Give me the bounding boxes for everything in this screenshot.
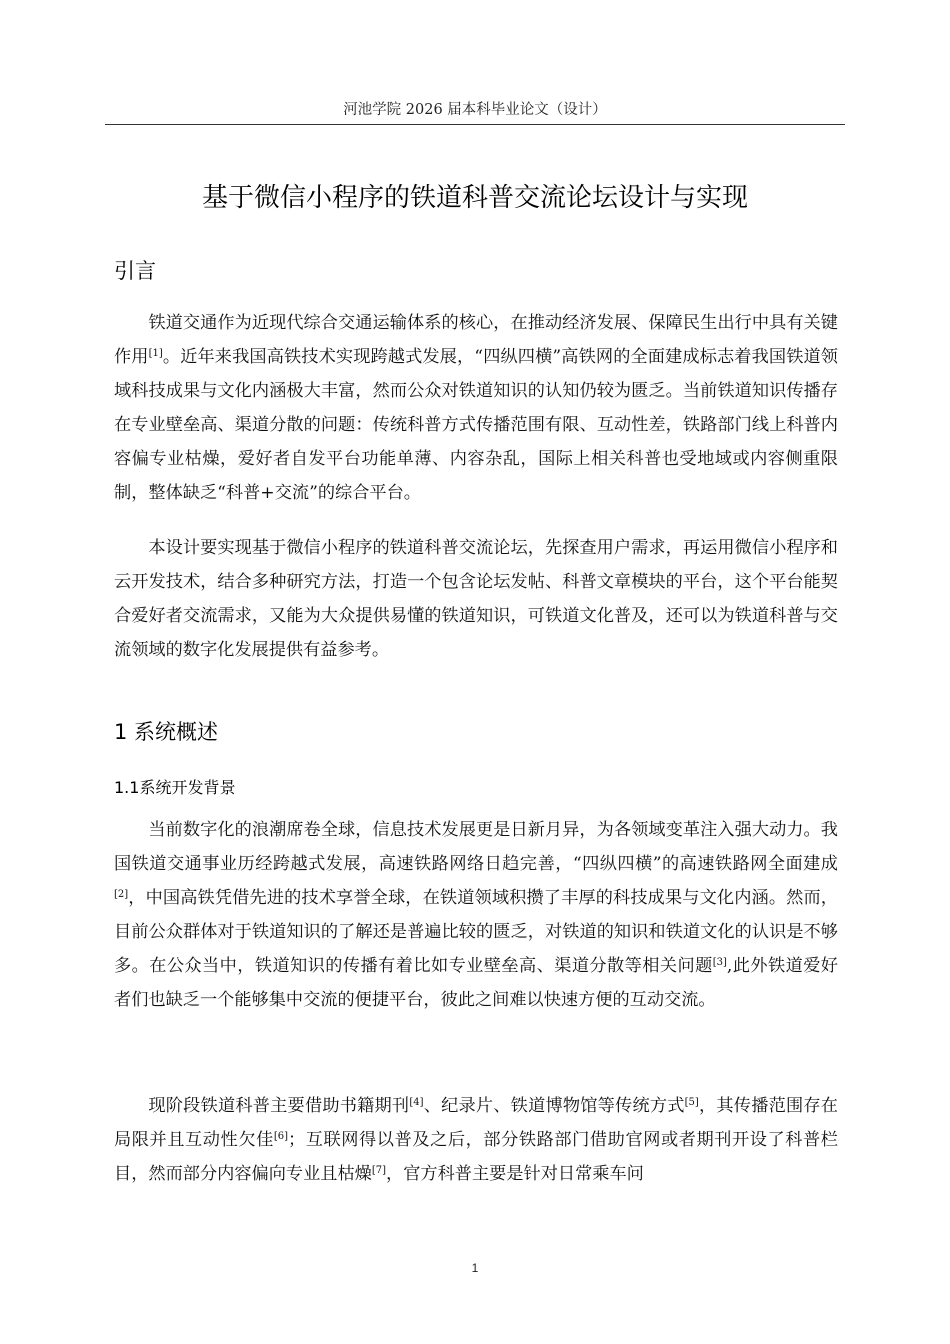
citation-5: [5]	[684, 1097, 699, 1108]
intro-p1-text-2: 。近年来我国高铁技术实现跨越式发展，“四纵四横”高铁网的全面建成标志着我国铁道领域科技成果与文化内涵极大丰富，然而公众对铁道知识的认知仍较为匮乏。当前铁道知识传播存在专业壁垒高、渠道分散的问题：传统科普方式传播范围有限、互动性差，铁路部门线上科普内容偏专业枯燥，爱好者自发平台功能单薄、内容杂乱，国际上相关科普也受地域或内容侧重限制，整体缺乏“科普+交流”的综合平台。	[114, 347, 838, 503]
citation-7: [7]	[371, 1165, 386, 1176]
page-number: 1	[471, 1261, 479, 1275]
citation-4: [4]	[409, 1097, 424, 1108]
section-1-1-paragraph-1	[114, 813, 838, 1017]
s11-p1-text-1: 当前数字化的浪潮席卷全球，信息技术发展更是日新月异，为各领域变革注入强大动力。我国铁道交通事业历经跨越式发展，高速铁路网络日趋完善，“四纵四横”的高速铁路网全面建成	[114, 820, 838, 874]
s11-p2-text-3: ，其传播范围存在局限并且互动性欠佳	[114, 1096, 838, 1150]
intro-heading: 引言	[114, 259, 156, 283]
s11-p2-text-5: ，官方科普主要是针对日常乘车问	[386, 1164, 644, 1184]
intro-paragraph-2: 本设计要实现基于微信小程序的铁道科普交流论坛，先探查用户需求，再运用微信小程序和云开发技术，结合多种研究方法，打造一个包含论坛发帖、科普文章模块的平台，这个平台能契合爱好者交流需求，又能为大众提供易懂的铁道知识，可铁道文化普及，还可以为铁道科普与交流领域的数字化发展提供有益参考。	[114, 538, 838, 660]
s11-p2-text-1: 现阶段铁道科普主要借助书籍期刊	[148, 1096, 410, 1116]
s11-p2-text-4: ；互联网得以普及之后，部分铁路部门借助官网或者期刊开设了科普栏目，然而部分内容偏向专业且枯燥	[114, 1130, 838, 1184]
running-header: 河池学院 2026 届本科毕业论文（设计）	[343, 102, 607, 118]
citation-2: [2]	[114, 889, 129, 900]
citation-1: [1]	[148, 348, 163, 359]
s11-p2-text-2: 、纪录片、铁道博物馆等传统方式	[423, 1096, 685, 1116]
header-divider	[105, 124, 845, 125]
section-1-heading: 1 系统概述	[114, 720, 219, 744]
citation-6: [6]	[273, 1131, 289, 1142]
paper-title: 基于微信小程序的铁道科普交流论坛设计与实现	[201, 183, 748, 213]
citation-3: [3]	[712, 957, 727, 968]
section-1-1-paragraph-2	[114, 1089, 838, 1191]
section-1-1-heading: 1.1系统开发背景	[114, 778, 236, 797]
s11-p1-text-2: ，中国高铁凭借先进的技术享誉全球，在铁道领域积攒了丰厚的科技成果与文化内涵。然而，目前公众群体对于铁道知识的了解还是普遍比较的匮乏，对铁道的知识和铁道文化的认识是不够多。在公众当中，铁道知识的传播有着比如专业壁垒高、渠道分散等相关问题	[114, 888, 838, 976]
s11-p1-text-3: ,此外铁道爱好者们也缺乏一个能够集中交流的便捷平台，彼此之间难以快速方便的互动交流。	[114, 956, 838, 1010]
intro-paragraph-1	[114, 306, 838, 510]
intro-p1-text-1: 铁道交通作为近现代综合交通运输体系的核心，在推动经济发展、保障民生出行中具有关键作用	[114, 313, 838, 367]
